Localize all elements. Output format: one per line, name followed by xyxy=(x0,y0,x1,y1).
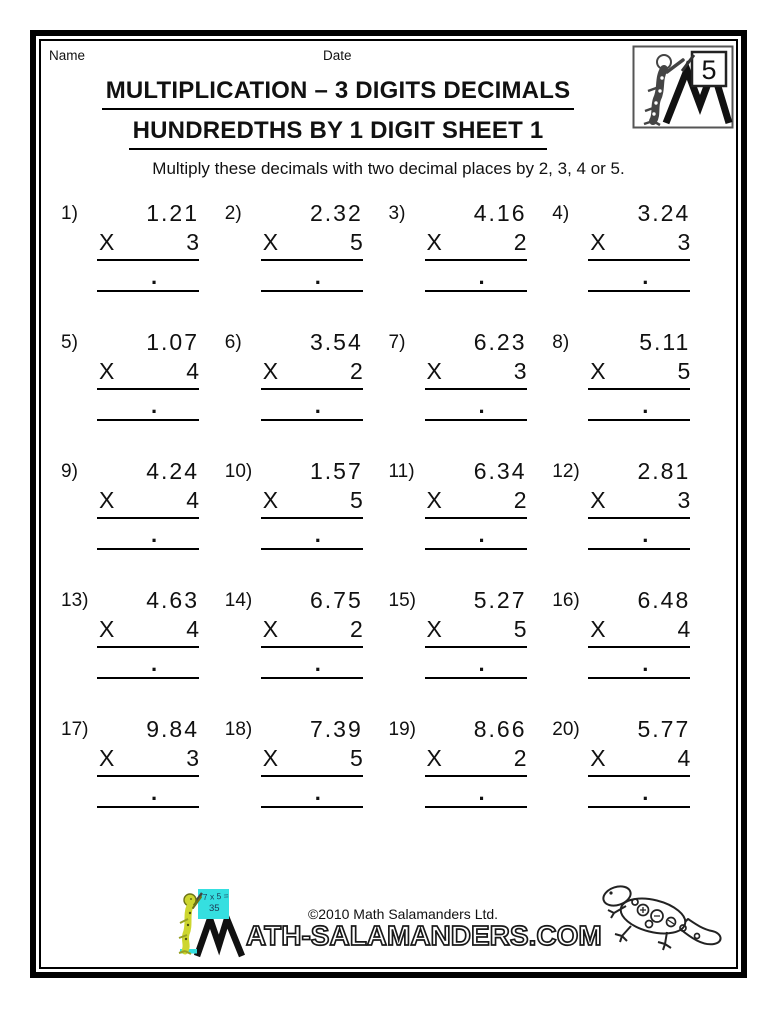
problem-work-area xyxy=(261,454,363,550)
problem-work-area xyxy=(97,196,199,292)
problem-2 xyxy=(221,196,385,325)
problem-10 xyxy=(221,454,385,583)
answer-line-bottom xyxy=(261,290,363,292)
problem-number: 7) xyxy=(388,332,406,353)
multiply-sign: X xyxy=(262,358,279,384)
decimal-point-placeholder: . xyxy=(314,651,321,676)
multiplicand: 6.75 xyxy=(309,587,363,613)
multiplier: 2 xyxy=(513,229,527,255)
problem-work-area xyxy=(425,712,527,808)
multiplicand: 1.57 xyxy=(309,458,363,484)
problem-18 xyxy=(221,712,385,841)
decimal-point-placeholder: . xyxy=(642,522,649,547)
multiply-sign: X xyxy=(590,616,606,642)
board-answer: 35 xyxy=(209,903,220,914)
multiplier: 5 xyxy=(513,616,527,642)
problem-work-area xyxy=(97,325,199,421)
multiplier: 3 xyxy=(513,358,527,384)
multiply-sign: X xyxy=(426,358,442,384)
problem-number: 18) xyxy=(224,719,253,740)
multiplier: 3 xyxy=(186,745,199,771)
problem-number: 1) xyxy=(61,203,78,224)
problem-number: 5) xyxy=(61,332,78,353)
problem-1 xyxy=(57,196,221,325)
problem-number: 6) xyxy=(224,332,242,353)
multiplier: 3 xyxy=(186,229,199,255)
copyright-text: ©2010 Math Salamanders Ltd. xyxy=(307,906,499,922)
decimal-point-placeholder: . xyxy=(478,522,485,547)
problem-number: 2) xyxy=(224,203,242,224)
multiplicand: 5.77 xyxy=(637,716,691,742)
multiply-sign: X xyxy=(590,229,606,255)
multiplicand: 4.24 xyxy=(146,458,199,484)
multiply-sign: X xyxy=(99,745,115,771)
problem-7 xyxy=(385,325,549,454)
multiplicand: 3.24 xyxy=(637,200,691,226)
problem-5 xyxy=(57,325,221,454)
problem-work-area xyxy=(588,454,690,550)
answer-line-bottom xyxy=(97,548,199,550)
answer-line-bottom xyxy=(261,806,363,808)
multiplicand: 9.84 xyxy=(146,716,199,742)
answer-line-bottom xyxy=(261,419,363,421)
multiplicand: 6.48 xyxy=(637,587,691,613)
sheet-number: 5 xyxy=(701,55,717,85)
decimal-point-placeholder: . xyxy=(642,780,649,805)
decimal-point-placeholder: . xyxy=(314,522,321,547)
problem-16 xyxy=(548,583,712,712)
multiplier: 2 xyxy=(513,487,527,513)
multiplier: 4 xyxy=(677,616,691,642)
worksheet-page-border xyxy=(30,30,747,978)
decimal-point-placeholder: . xyxy=(478,393,485,418)
decimal-point-placeholder: . xyxy=(150,393,158,418)
problem-work-area xyxy=(261,325,363,421)
multiply-sign: X xyxy=(99,358,115,384)
multiplicand: 2.32 xyxy=(309,200,363,226)
multiply-sign: X xyxy=(426,745,442,771)
multiplier: 5 xyxy=(677,358,691,384)
answer-line-bottom xyxy=(97,806,199,808)
problem-number: 8) xyxy=(552,332,570,353)
problem-work-area xyxy=(97,583,199,679)
math-salamanders-logo xyxy=(178,887,248,959)
problems-grid xyxy=(57,196,712,841)
multiplier: 5 xyxy=(349,487,363,513)
decimal-point-placeholder: . xyxy=(478,264,485,289)
decimal-point-placeholder: . xyxy=(150,264,158,289)
spotted-salamander-icon xyxy=(593,878,729,958)
worksheet-title-line2: HUNDREDTHS BY 1 DIGIT SHEET 1 xyxy=(41,117,635,150)
problem-work-area xyxy=(425,196,527,292)
multiply-sign: X xyxy=(590,358,606,384)
problem-number: 13) xyxy=(61,590,89,611)
site-logotype: ATH-SALAMANDERS.COM xyxy=(246,920,602,951)
multiplier: 4 xyxy=(186,616,199,642)
decimal-point-placeholder: . xyxy=(478,651,485,676)
problem-number: 11) xyxy=(388,461,415,482)
problem-12 xyxy=(548,454,712,583)
decimal-point-placeholder: . xyxy=(150,651,158,676)
answer-line-bottom xyxy=(588,548,690,550)
decimal-point-placeholder: . xyxy=(314,393,321,418)
multiply-sign: X xyxy=(590,745,606,771)
problem-number: 12) xyxy=(552,461,580,482)
problem-number: 19) xyxy=(388,719,416,740)
board-equation: 7 x 5 = xyxy=(202,890,229,902)
multiply-sign: X xyxy=(99,616,115,642)
problem-3 xyxy=(385,196,549,325)
answer-line-bottom xyxy=(588,677,690,679)
date-field-label: Date xyxy=(323,48,352,63)
answer-line-bottom xyxy=(261,677,363,679)
problem-number: 15) xyxy=(388,590,416,611)
decimal-point-placeholder: . xyxy=(478,780,485,805)
multiplicand: 5.27 xyxy=(473,587,527,613)
multiplicand: 5.11 xyxy=(639,329,691,355)
problem-work-area xyxy=(261,712,363,808)
problem-4 xyxy=(548,196,712,325)
multiplier: 2 xyxy=(513,745,527,771)
problem-work-area xyxy=(261,196,363,292)
multiply-sign: X xyxy=(590,487,606,513)
multiplier: 2 xyxy=(349,358,363,384)
answer-line-bottom xyxy=(425,290,527,292)
multiplicand: 7.39 xyxy=(309,716,363,742)
problem-work-area xyxy=(425,583,527,679)
problem-13 xyxy=(57,583,221,712)
answer-line-bottom xyxy=(588,419,690,421)
problem-20 xyxy=(548,712,712,841)
decimal-point-placeholder: . xyxy=(150,780,158,805)
multiply-sign: X xyxy=(99,229,115,255)
worksheet-title-line1: MULTIPLICATION – 3 DIGITS DECIMALS xyxy=(41,77,635,110)
answer-line-bottom xyxy=(97,419,199,421)
multiplier: 5 xyxy=(349,745,363,771)
multiplier: 2 xyxy=(349,616,363,642)
multiplier: 4 xyxy=(186,358,199,384)
multiply-sign: X xyxy=(426,229,442,255)
multiplicand: 6.23 xyxy=(473,329,527,355)
multiplier: 3 xyxy=(677,229,691,255)
problem-number: 4) xyxy=(552,203,570,224)
answer-line-bottom xyxy=(588,290,690,292)
multiplier: 4 xyxy=(677,745,691,771)
problem-number: 20) xyxy=(552,719,580,740)
problem-work-area xyxy=(588,712,690,808)
multiplicand: 4.63 xyxy=(146,587,199,613)
multiply-sign: X xyxy=(426,616,442,642)
decimal-point-placeholder: . xyxy=(314,264,321,289)
problem-9 xyxy=(57,454,221,583)
problem-work-area xyxy=(425,325,527,421)
problem-number: 9) xyxy=(61,461,78,482)
multiply-sign: X xyxy=(262,229,279,255)
decimal-point-placeholder: . xyxy=(642,651,649,676)
name-field-label: Name xyxy=(49,48,86,63)
problem-work-area xyxy=(588,583,690,679)
problem-work-area xyxy=(97,454,199,550)
multiplicand: 1.21 xyxy=(146,200,199,226)
multiplicand: 3.54 xyxy=(309,329,363,355)
multiplicand: 8.66 xyxy=(473,716,527,742)
problem-work-area xyxy=(261,583,363,679)
problem-work-area xyxy=(588,325,690,421)
decimal-point-placeholder: . xyxy=(314,780,321,805)
problem-number: 14) xyxy=(224,590,253,611)
decimal-point-placeholder: . xyxy=(150,522,158,547)
sheet-number-badge xyxy=(632,45,734,129)
answer-line-bottom xyxy=(588,806,690,808)
easel-m-icon xyxy=(197,919,242,956)
problem-8 xyxy=(548,325,712,454)
decimal-point-placeholder: . xyxy=(642,393,649,418)
multiply-sign: X xyxy=(426,487,442,513)
multiply-sign: X xyxy=(262,616,279,642)
problem-work-area xyxy=(97,712,199,808)
answer-line-bottom xyxy=(261,548,363,550)
problem-number: 10) xyxy=(224,461,253,482)
problem-number: 16) xyxy=(552,590,580,611)
problem-work-area xyxy=(425,454,527,550)
multiply-sign: X xyxy=(262,487,279,513)
answer-line-bottom xyxy=(425,806,527,808)
multiply-sign: X xyxy=(99,487,115,513)
answer-line-bottom xyxy=(425,548,527,550)
multiplicand: 1.07 xyxy=(146,329,199,355)
problem-work-area xyxy=(588,196,690,292)
problem-11 xyxy=(385,454,549,583)
problem-19 xyxy=(385,712,549,841)
answer-line-bottom xyxy=(425,677,527,679)
multiplier: 5 xyxy=(349,229,363,255)
answer-line-bottom xyxy=(97,677,199,679)
problem-6 xyxy=(221,325,385,454)
multiplicand: 4.16 xyxy=(473,200,527,226)
multiply-sign: X xyxy=(262,745,279,771)
problem-number: 3) xyxy=(388,203,406,224)
answer-line-bottom xyxy=(425,419,527,421)
decimal-point-placeholder: . xyxy=(642,264,649,289)
answer-line-bottom xyxy=(97,290,199,292)
worksheet-instruction: Multiply these decimals with two decimal places by 2, 3, 4 or 5. xyxy=(152,159,625,178)
multiplier: 3 xyxy=(677,487,691,513)
problem-17 xyxy=(57,712,221,841)
worksheet-page xyxy=(39,39,738,969)
multiplicand: 6.34 xyxy=(473,458,527,484)
problem-14 xyxy=(221,583,385,712)
problem-number: 17) xyxy=(61,719,89,740)
multiplier: 4 xyxy=(186,487,199,513)
multiplicand: 2.81 xyxy=(637,458,691,484)
problem-15 xyxy=(385,583,549,712)
